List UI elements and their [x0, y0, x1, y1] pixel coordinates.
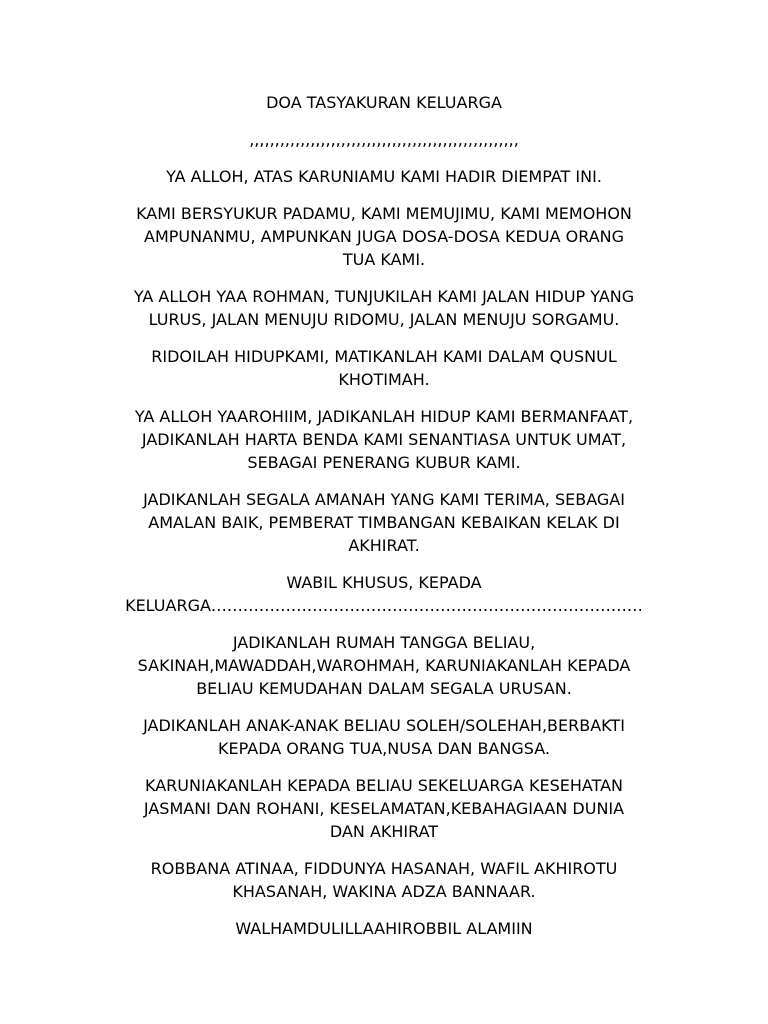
- paragraph-line: LURUS, JALAN MENUJU RIDOMU, JALAN MENUJU SORGAMU.: [148, 310, 620, 329]
- paragraph: [100, 165, 668, 188]
- paragraph: [100, 857, 668, 903]
- paragraph-line: SEBAGAI PENERANG KUBUR KAMI.: [247, 453, 521, 472]
- paragraph-line: KARUNIAKANLAH KEPADA BELIAU SEKELUARGA KESEHATAN: [144, 776, 624, 795]
- paragraph: [100, 405, 668, 474]
- paragraph-line: DAN AKHIRAT: [329, 822, 439, 841]
- paragraph-line: SAKINAH,MAWADDAH,WAROHMAH, KARUNIAKANLAH KEPADA: [137, 656, 631, 675]
- paragraph: [100, 345, 668, 391]
- paragraph-line: JADIKANLAH RUMAH TANGGA BELIAU,: [232, 633, 536, 652]
- paragraph: [100, 917, 668, 940]
- paragraph-line: KAMI BERSYUKUR PADAMU, KAMI MEMUJIMU, KAMI MEMOHON: [136, 204, 632, 223]
- paragraph-line: TUA KAMI.: [342, 250, 426, 269]
- paragraph-line: YA ALLOH YAA ROHMAN, TUNJUKILAH KAMI JALAN HIDUP YANG: [133, 287, 635, 306]
- separator-line: ,,,,,,,,,,,,,,,,,,,,,,,,,,,,,,,,,,,,,,,,,,,,,,,,,,,,,: [249, 130, 519, 149]
- paragraph-line: YA ALLOH, ATAS KARUNIAMU KAMI HADIR DIEMPAT INI.: [166, 167, 602, 186]
- paragraph-line: YA ALLOH YAAROHIIM, JADIKANLAH HIDUP KAMI BERMANFAAT,: [134, 407, 634, 426]
- paragraph-line: AMALAN BAIK, PEMBERAT TIMBANGAN KEBAIKAN KELAK DI: [148, 513, 620, 532]
- paragraph-line: BELIAU KEMUDAHAN DALAM SEGALA URUSAN.: [196, 679, 572, 698]
- paragraph-line: AKHIRAT.: [348, 536, 420, 555]
- paragraph-line: WALHAMDULILLAAHIROBBIL ALAMIIN: [235, 919, 533, 938]
- paragraph-line: KEPADA ORANG TUA,NUSA DAN BANGSA.: [218, 739, 550, 758]
- paragraph-line: JASMANI DAN ROHANI, KESELAMATAN,KEBAHAGIAAN DUNIA: [143, 799, 625, 818]
- paragraph: [100, 631, 668, 700]
- paragraph-line: AMPUNANMU, AMPUNKAN JUGA DOSA-DOSA KEDUA ORANG: [144, 227, 624, 246]
- paragraph-line: KHOTIMAH.: [338, 370, 430, 389]
- paragraph-line: WABIL KHUSUS, KEPADA: [286, 573, 482, 592]
- paragraph-line: JADIKANLAH HARTA BENDA KAMI SENANTIASA UNTUK UMAT,: [141, 430, 627, 449]
- paragraph-line: JADIKANLAH ANAK-ANAK BELIAU SOLEH/SOLEHAH,BERBAKTI: [143, 716, 625, 735]
- paragraph-line: ROBBANA ATINAA, FIDDUNYA HASANAH, WAFIL AKHIROTU: [150, 859, 618, 878]
- paragraph-line: KELUARGA………………………………………………………………………: [125, 596, 643, 615]
- paragraph-line: RIDOILAH HIDUPKAMI, MATIKANLAH KAMI DALAM QUSNUL: [151, 347, 617, 366]
- document-title: DOA TASYAKURAN KELUARGA: [266, 93, 502, 112]
- paragraph-line: KHASANAH, WAKINA ADZA BANNAAR.: [232, 882, 536, 901]
- paragraph: [100, 714, 668, 760]
- paragraph: [100, 202, 668, 271]
- paragraph: [100, 488, 668, 557]
- paragraph: [100, 285, 668, 331]
- prayer-body: [100, 165, 668, 940]
- paragraph-line: JADIKANLAH SEGALA AMANAH YANG KAMI TERIMA, SEBAGAI: [143, 490, 625, 509]
- paragraph: [100, 774, 668, 843]
- paragraph: [100, 571, 668, 617]
